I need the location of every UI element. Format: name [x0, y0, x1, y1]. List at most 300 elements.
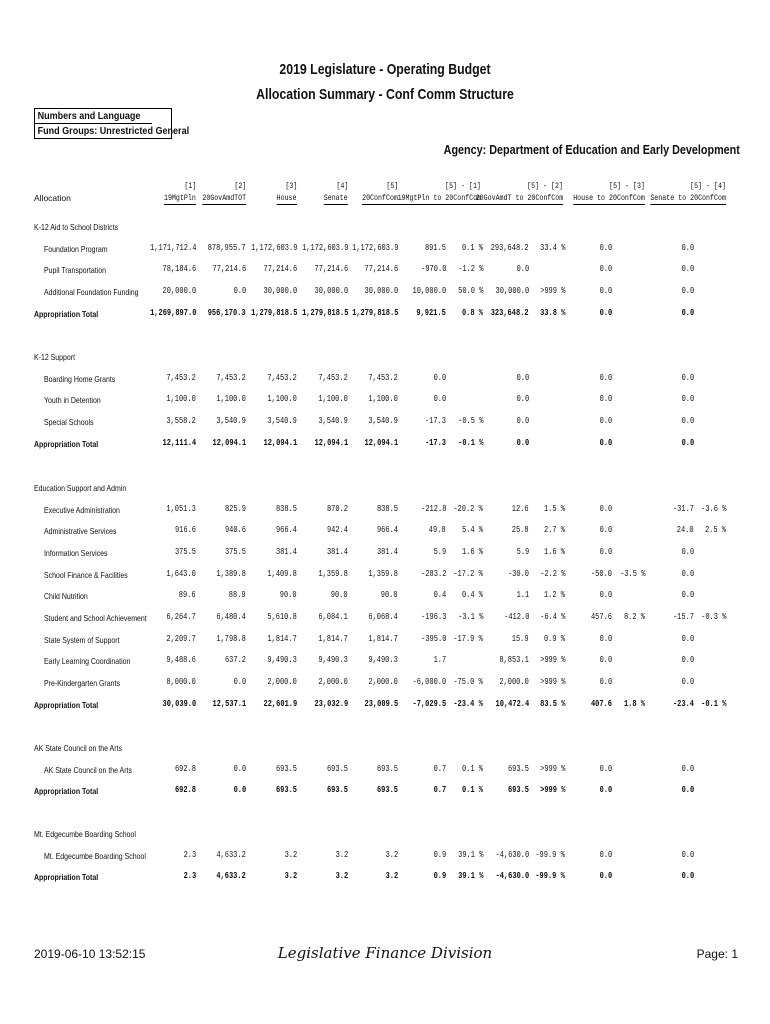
- diff-amount-cell: 0.0: [681, 785, 694, 795]
- row-label: Special Schools: [44, 417, 94, 427]
- diff-amount-cell: 10,000.0: [412, 286, 446, 296]
- value-cell: 1,051.3: [166, 504, 196, 514]
- value-cell: 1,172,603.9: [250, 243, 297, 253]
- value-cell: 637.2: [224, 655, 246, 665]
- value-cell: 9,490.3: [267, 655, 297, 665]
- diff-amount-cell: 0.0: [681, 394, 694, 404]
- diff-percent-cell: -17.9 %: [453, 634, 483, 644]
- row-label: Student and School Achievement: [44, 613, 147, 623]
- report-title: 2019 Legislature - Operating Budget: [279, 61, 491, 78]
- diff-amount-cell: 0.0: [516, 373, 529, 383]
- diff-amount-cell: 1.7: [433, 655, 446, 665]
- diff-percent-cell: 39.1 %: [457, 871, 483, 881]
- row-label: School Finance & Facilities: [44, 570, 128, 580]
- diff-percent-cell: -20.2 %: [453, 504, 483, 514]
- value-cell: 966.4: [275, 525, 297, 535]
- diff-amount-cell: 293,648.2: [491, 243, 529, 253]
- diff-amount-cell: 0.4: [433, 590, 446, 600]
- diff-amount-cell: -970.0: [420, 264, 446, 274]
- value-cell: 22,601.9: [263, 699, 297, 709]
- value-cell: 1,100.0: [166, 394, 196, 404]
- value-cell: 90.0: [381, 590, 398, 600]
- value-cell: 1,100.0: [216, 394, 246, 404]
- footer-page-number: Page: 1: [696, 947, 738, 961]
- diff-amount-cell: 0.0: [599, 438, 612, 448]
- row-label: Information Services: [44, 548, 108, 558]
- value-cell: 77,214.6: [314, 264, 348, 274]
- info-box: [34, 108, 190, 139]
- column-header-number: [5] - [2]: [527, 181, 563, 191]
- diff-amount-cell: 0.0: [599, 504, 612, 514]
- report-subtitle: Allocation Summary - Conf Comm Structure: [256, 86, 514, 103]
- diff-percent-cell: -3.1 %: [457, 612, 483, 622]
- diff-percent-cell: 33.8 %: [539, 308, 565, 318]
- diff-amount-cell: 0.0: [599, 525, 612, 535]
- diff-percent-cell: 33.4 %: [539, 243, 565, 253]
- value-cell: 1,798.8: [216, 634, 246, 644]
- diff-percent-cell: 50.0 %: [457, 286, 483, 296]
- row-label: Mt. Edgecumbe Boarding School: [44, 851, 146, 861]
- diff-amount-cell: 0.0: [599, 850, 612, 860]
- diff-amount-cell: 0.0: [433, 373, 446, 383]
- diff-amount-cell: 0.9: [433, 871, 446, 881]
- value-cell: 693.5: [326, 785, 348, 795]
- diff-amount-cell: 0.0: [599, 871, 612, 881]
- diff-amount-cell: 5.9: [433, 547, 446, 557]
- value-cell: 0.0: [233, 764, 246, 774]
- value-cell: 1,172,603.9: [351, 243, 398, 253]
- diff-percent-cell: 1.5 %: [543, 504, 565, 514]
- value-cell: 23,009.5: [364, 699, 398, 709]
- diff-amount-cell: -31.7: [672, 504, 694, 514]
- column-header-name: [324, 193, 348, 203]
- diff-amount-cell: 0.0: [681, 416, 694, 426]
- diff-amount-cell: 0.0: [681, 264, 694, 274]
- value-cell: 8,000.0: [166, 677, 196, 687]
- diff-percent-cell: -3.5 %: [619, 569, 645, 579]
- diff-percent-cell: 0.8 %: [461, 308, 483, 318]
- value-cell: 7,453.2: [216, 373, 246, 383]
- column-header-name: [202, 193, 246, 203]
- diff-amount-cell: 0.0: [681, 569, 694, 579]
- value-cell: 7,453.2: [166, 373, 196, 383]
- diff-amount-cell: 15.9: [512, 634, 529, 644]
- diff-percent-cell: 1.6 %: [543, 547, 565, 557]
- diff-amount-cell: 24.0: [677, 525, 694, 535]
- value-cell: 3.2: [335, 850, 348, 860]
- diff-percent-cell: -3.6 %: [700, 504, 726, 514]
- diff-amount-cell: 0.0: [599, 416, 612, 426]
- value-cell: 12,094.1: [364, 438, 398, 448]
- value-cell: 12,094.1: [263, 438, 297, 448]
- total-label: Appropriation Total: [34, 872, 99, 882]
- section-heading: K-12 Aid to School Districts: [34, 222, 119, 232]
- diff-percent-cell: 83.5 %: [539, 699, 565, 709]
- column-header-name-text: 20ConfCom: [362, 193, 398, 203]
- column-header-name: [277, 193, 297, 203]
- value-cell: 6,068.4: [368, 612, 398, 622]
- column-header-name-text: 19MgtPln: [164, 193, 196, 203]
- diff-percent-cell: 0.9 %: [543, 634, 565, 644]
- value-cell: 693.5: [275, 785, 297, 795]
- value-cell: 3,540.9: [216, 416, 246, 426]
- value-cell: 30,000.0: [263, 286, 297, 296]
- value-cell: 89.6: [179, 590, 196, 600]
- value-cell: 3.2: [385, 871, 398, 881]
- diff-amount-cell: 0.0: [681, 634, 694, 644]
- value-cell: 9,490.3: [368, 655, 398, 665]
- row-label: Executive Administration: [44, 505, 120, 515]
- value-cell: 1,389.8: [216, 569, 246, 579]
- column-header-name-text: 20GovAmdT to 20ConfCom: [475, 193, 563, 203]
- diff-percent-cell: >999 %: [539, 655, 565, 665]
- diff-amount-cell: -23.4: [672, 699, 694, 709]
- diff-amount-cell: -412.0: [503, 612, 529, 622]
- diff-amount-cell: 0.0: [516, 264, 529, 274]
- diff-amount-cell: 0.0: [599, 394, 612, 404]
- diff-amount-cell: -4,630.0: [495, 871, 529, 881]
- diff-amount-cell: 0.0: [433, 394, 446, 404]
- value-cell: 825.9: [224, 504, 246, 514]
- diff-amount-cell: 30,000.0: [495, 286, 529, 296]
- value-cell: 838.5: [275, 504, 297, 514]
- value-cell: 2,000.0: [318, 677, 348, 687]
- value-cell: 1,279,818.5: [301, 308, 348, 318]
- diff-amount-cell: 407.6: [590, 699, 612, 709]
- value-cell: 1,171,712.4: [149, 243, 196, 253]
- column-header-number: [5] - [3]: [609, 181, 645, 191]
- value-cell: 9,488.6: [166, 655, 196, 665]
- row-label: Child Nutrition: [44, 591, 88, 601]
- value-cell: 693.5: [376, 785, 398, 795]
- value-cell: 1,279,818.5: [250, 308, 297, 318]
- diff-amount-cell: 0.0: [599, 590, 612, 600]
- row-label: Early Learning Coordination: [44, 656, 131, 666]
- diff-amount-cell: 0.0: [599, 764, 612, 774]
- diff-amount-cell: 0.0: [681, 590, 694, 600]
- diff-amount-cell: 0.0: [599, 286, 612, 296]
- diff-percent-cell: 1.2 %: [543, 590, 565, 600]
- diff-amount-cell: 0.0: [681, 850, 694, 860]
- diff-percent-cell: 0.1 %: [461, 764, 483, 774]
- diff-amount-cell: 0.9: [433, 850, 446, 860]
- value-cell: 2,000.0: [368, 677, 398, 687]
- diff-amount-cell: 0.0: [681, 871, 694, 881]
- diff-amount-cell: 0.0: [599, 677, 612, 687]
- diff-amount-cell: 0.0: [681, 243, 694, 253]
- info-line-fund-groups: Fund Groups: Unrestricted General: [35, 123, 152, 138]
- row-label: Pupil Transportation: [44, 265, 106, 275]
- value-cell: 693.5: [275, 764, 297, 774]
- value-cell: 9,490.3: [318, 655, 348, 665]
- total-label: Appropriation Total: [34, 309, 99, 319]
- column-header-allocation: Allocation: [34, 193, 71, 203]
- diff-percent-cell: -99.9 %: [535, 850, 565, 860]
- value-cell: 12,094.1: [212, 438, 246, 448]
- diff-amount-cell: 0.0: [681, 373, 694, 383]
- row-label: Boarding Home Grants: [44, 374, 116, 384]
- total-label: Appropriation Total: [34, 786, 99, 796]
- value-cell: 2,000.0: [267, 677, 297, 687]
- diff-amount-cell: 1.1: [516, 590, 529, 600]
- row-label: Foundation Program: [44, 244, 108, 254]
- diff-amount-cell: 693.5: [507, 785, 529, 795]
- diff-amount-cell: -7,029.5: [412, 699, 446, 709]
- diff-amount-cell: 0.0: [599, 634, 612, 644]
- value-cell: 1,359.8: [318, 569, 348, 579]
- value-cell: 0.0: [233, 286, 246, 296]
- column-header-name-text: Senate: [324, 193, 348, 203]
- value-cell: 3.2: [284, 871, 297, 881]
- value-cell: 1,279,818.5: [351, 308, 398, 318]
- row-label: Youth in Detention: [44, 395, 101, 405]
- diff-percent-cell: 0.1 %: [461, 785, 483, 795]
- value-cell: 12,094.1: [314, 438, 348, 448]
- section-heading: AK State Council on the Arts: [34, 743, 122, 753]
- diff-amount-cell: 0.0: [681, 677, 694, 687]
- value-cell: 381.4: [275, 547, 297, 557]
- footer-division: Legislative Finance Division: [277, 944, 493, 962]
- value-cell: 692.8: [174, 764, 196, 774]
- column-header-number: [3]: [285, 181, 297, 191]
- value-cell: 1,172,603.9: [301, 243, 348, 253]
- diff-amount-cell: 0.0: [681, 764, 694, 774]
- value-cell: 3.2: [335, 871, 348, 881]
- diff-percent-cell: 1.8 %: [623, 699, 645, 709]
- diff-percent-cell: 0.4 %: [461, 590, 483, 600]
- value-cell: 3,558.2: [166, 416, 196, 426]
- diff-percent-cell: -0.3 %: [700, 612, 726, 622]
- diff-amount-cell: 0.0: [599, 373, 612, 383]
- column-header-number: [2]: [234, 181, 246, 191]
- value-cell: 6,480.4: [216, 612, 246, 622]
- diff-percent-cell: -0.1 %: [700, 699, 726, 709]
- value-cell: 878,955.7: [208, 243, 246, 253]
- diff-amount-cell: 0.0: [681, 438, 694, 448]
- value-cell: 1,409.8: [267, 569, 297, 579]
- value-cell: 838.5: [376, 504, 398, 514]
- diff-amount-cell: 10,472.4: [495, 699, 529, 709]
- diff-percent-cell: -23.4 %: [453, 699, 483, 709]
- value-cell: 956,170.3: [208, 308, 246, 318]
- diff-amount-cell: 457.6: [590, 612, 612, 622]
- diff-amount-cell: 25.8: [512, 525, 529, 535]
- value-cell: 381.4: [376, 547, 398, 557]
- value-cell: 78,184.6: [162, 264, 196, 274]
- diff-amount-cell: 323,648.2: [491, 308, 529, 318]
- diff-amount-cell: -15.7: [672, 612, 694, 622]
- value-cell: 6,084.1: [318, 612, 348, 622]
- column-header-number: [5] - [1]: [445, 181, 481, 191]
- diff-amount-cell: 0.0: [599, 243, 612, 253]
- value-cell: 30,000.0: [314, 286, 348, 296]
- diff-amount-cell: 0.0: [599, 264, 612, 274]
- value-cell: 1,643.0: [166, 569, 196, 579]
- column-header-name: [475, 193, 563, 203]
- value-cell: 77,214.6: [212, 264, 246, 274]
- value-cell: 2.3: [183, 850, 196, 860]
- diff-amount-cell: 0.0: [681, 286, 694, 296]
- diff-percent-cell: 0.1 %: [461, 243, 483, 253]
- value-cell: 693.5: [376, 764, 398, 774]
- diff-percent-cell: -75.0 %: [453, 677, 483, 687]
- diff-percent-cell: >999 %: [539, 785, 565, 795]
- diff-amount-cell: 9,921.5: [416, 308, 446, 318]
- diff-amount-cell: 2,000.0: [499, 677, 529, 687]
- diff-percent-cell: 8.2 %: [623, 612, 645, 622]
- value-cell: 4,633.2: [216, 871, 246, 881]
- column-header-number: [4]: [336, 181, 348, 191]
- value-cell: 3.2: [385, 850, 398, 860]
- value-cell: 1,100.0: [267, 394, 297, 404]
- diff-amount-cell: -17.3: [424, 416, 446, 426]
- diff-amount-cell: -17.3: [424, 438, 446, 448]
- total-label: Appropriation Total: [34, 439, 99, 449]
- diff-amount-cell: 0.0: [599, 655, 612, 665]
- column-header-name: [650, 193, 726, 203]
- diff-percent-cell: -2.2 %: [539, 569, 565, 579]
- value-cell: 7,453.2: [318, 373, 348, 383]
- diff-amount-cell: 0.0: [681, 547, 694, 557]
- value-cell: 6,264.7: [166, 612, 196, 622]
- total-label: Appropriation Total: [34, 700, 99, 710]
- value-cell: 5,610.8: [267, 612, 297, 622]
- row-label: Pre-Kindergarten Grants: [44, 678, 120, 688]
- diff-amount-cell: -212.8: [420, 504, 446, 514]
- column-header-name-text: 19MgtPln to 20ConfCom: [397, 193, 481, 203]
- section-heading: Education Support and Admin: [34, 483, 127, 493]
- value-cell: 1,814.7: [267, 634, 297, 644]
- value-cell: 375.5: [174, 547, 196, 557]
- value-cell: 916.6: [174, 525, 196, 535]
- diff-amount-cell: 12.6: [512, 504, 529, 514]
- diff-amount-cell: 0.0: [516, 416, 529, 426]
- diff-amount-cell: -395.0: [420, 634, 446, 644]
- diff-amount-cell: 0.0: [681, 308, 694, 318]
- row-label: State System of Support: [44, 635, 120, 645]
- diff-amount-cell: -50.0: [590, 569, 612, 579]
- column-header-name: [573, 193, 645, 203]
- value-cell: 1,359.8: [368, 569, 398, 579]
- diff-amount-cell: 0.0: [599, 785, 612, 795]
- diff-percent-cell: 2.5 %: [704, 525, 726, 535]
- value-cell: 966.4: [376, 525, 398, 535]
- diff-amount-cell: 0.0: [516, 438, 529, 448]
- diff-percent-cell: -0.5 %: [457, 416, 483, 426]
- value-cell: 3,540.9: [267, 416, 297, 426]
- value-cell: 90.0: [280, 590, 297, 600]
- row-label: Administrative Services: [44, 526, 117, 536]
- value-cell: 942.4: [326, 525, 348, 535]
- value-cell: 30,039.0: [162, 699, 196, 709]
- diff-amount-cell: 693.5: [507, 764, 529, 774]
- value-cell: 0.0: [233, 677, 246, 687]
- column-header-name: [397, 193, 481, 203]
- value-cell: 77,214.6: [364, 264, 398, 274]
- column-header-name-text: House: [277, 193, 297, 203]
- value-cell: 77,214.6: [263, 264, 297, 274]
- value-cell: 870.2: [326, 504, 348, 514]
- value-cell: 7,453.2: [267, 373, 297, 383]
- value-cell: 7,453.2: [368, 373, 398, 383]
- column-header-name: [164, 193, 196, 203]
- diff-amount-cell: 0.0: [599, 547, 612, 557]
- diff-amount-cell: 0.0: [599, 308, 612, 318]
- column-header-name-text: Senate to 20ConfCom: [650, 193, 726, 203]
- value-cell: 3,540.9: [368, 416, 398, 426]
- value-cell: 23,032.9: [314, 699, 348, 709]
- diff-percent-cell: 39.1 %: [457, 850, 483, 860]
- diff-amount-cell: 5.9: [516, 547, 529, 557]
- diff-amount-cell: -196.3: [420, 612, 446, 622]
- value-cell: 1,814.7: [318, 634, 348, 644]
- diff-amount-cell: 8,853.1: [499, 655, 529, 665]
- diff-percent-cell: 2.7 %: [543, 525, 565, 535]
- diff-amount-cell: -4,630.0: [495, 850, 529, 860]
- diff-percent-cell: -99.9 %: [535, 871, 565, 881]
- diff-amount-cell: -283.2: [420, 569, 446, 579]
- value-cell: 692.8: [174, 785, 196, 795]
- value-cell: 381.4: [326, 547, 348, 557]
- value-cell: 88.9: [229, 590, 246, 600]
- value-cell: 2.3: [183, 871, 196, 881]
- diff-percent-cell: >999 %: [539, 677, 565, 687]
- diff-amount-cell: -6,000.0: [412, 677, 446, 687]
- diff-percent-cell: >999 %: [539, 286, 565, 296]
- value-cell: 940.6: [224, 525, 246, 535]
- diff-percent-cell: 1.6 %: [461, 547, 483, 557]
- value-cell: 1,814.7: [368, 634, 398, 644]
- info-line-numbers-language: Numbers and Language: [37, 110, 141, 122]
- value-cell: 1,100.0: [318, 394, 348, 404]
- diff-amount-cell: 891.5: [424, 243, 446, 253]
- value-cell: 1,100.0: [368, 394, 398, 404]
- column-header-name-text: 20GovAmdTOT: [202, 193, 246, 203]
- column-header-number: [1]: [184, 181, 196, 191]
- diff-amount-cell: 0.0: [516, 394, 529, 404]
- diff-amount-cell: 0.7: [433, 785, 446, 795]
- row-label: AK State Council on the Arts: [44, 765, 132, 775]
- diff-amount-cell: 0.7: [433, 764, 446, 774]
- diff-amount-cell: 49.8: [429, 525, 446, 535]
- diff-amount-cell: -30.0: [507, 569, 529, 579]
- section-heading: K-12 Support: [34, 352, 76, 362]
- diff-percent-cell: -0.1 %: [457, 438, 483, 448]
- value-cell: 30,000.0: [364, 286, 398, 296]
- diff-percent-cell: -6.4 %: [539, 612, 565, 622]
- column-header-number: [5] - [4]: [690, 181, 726, 191]
- diff-percent-cell: 5.4 %: [461, 525, 483, 535]
- section-heading: Mt. Edgecumbe Boarding School: [34, 829, 136, 839]
- value-cell: 4,633.2: [216, 850, 246, 860]
- value-cell: 693.5: [326, 764, 348, 774]
- agency-heading: Agency: Department of Education and Early Development: [443, 142, 740, 157]
- value-cell: 1,269,897.0: [149, 308, 196, 318]
- diff-percent-cell: -17.2 %: [453, 569, 483, 579]
- diff-amount-cell: 0.0: [681, 655, 694, 665]
- value-cell: 0.0: [233, 785, 246, 795]
- diff-percent-cell: >999 %: [539, 764, 565, 774]
- value-cell: 12,537.1: [212, 699, 246, 709]
- value-cell: 375.5: [224, 547, 246, 557]
- value-cell: 20,000.0: [162, 286, 196, 296]
- value-cell: 3,540.9: [318, 416, 348, 426]
- value-cell: 3.2: [284, 850, 297, 860]
- row-label: Additional Foundation Funding: [44, 287, 139, 297]
- footer-timestamp: 2019-06-10 13:52:15: [34, 947, 146, 961]
- value-cell: 12,111.4: [162, 438, 196, 448]
- column-header-name-text: House to 20ConfCom: [573, 193, 645, 203]
